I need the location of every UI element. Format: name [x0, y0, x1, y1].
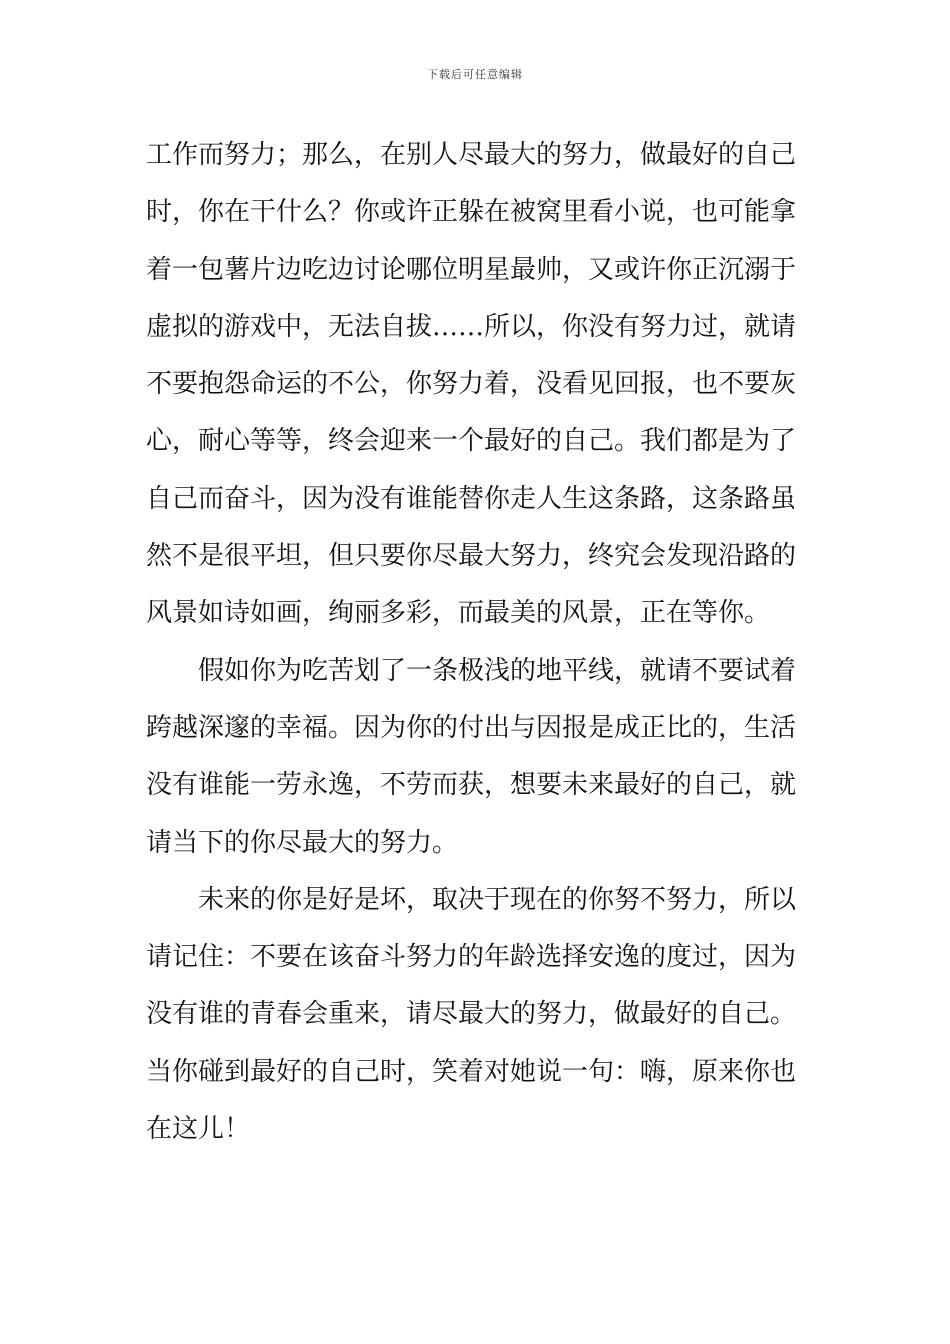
text-line: 风景如诗如画，绚丽多彩，而最美的风景，正在等你。 — [146, 598, 771, 629]
page-header: 下载后可任意编辑 — [427, 68, 523, 81]
text-line: 请记住：不要在该奋斗努力的年龄选择安逸的度过，因为 — [146, 942, 797, 973]
text-line: 不要抱怨命运的不公，你努力着，没看见回报，也不要灰 — [146, 369, 797, 400]
text-line: 着一包薯片边吃边讨论哪位明星最帅，又或许你正沉溺于 — [146, 254, 797, 285]
text-line: 没有谁能一劳永逸，不劳而获，想要未来最好的自己，就 — [146, 770, 797, 801]
text-line: 假如你为吃苦划了一条极浅的地平线，就请不要试着 — [146, 655, 797, 686]
text-line: 虚拟的游戏中，无法自拔……所以，你没有努力过，就请 — [146, 311, 797, 342]
document-body — [146, 127, 806, 1158]
text-line: 没有谁的青春会重来，请尽最大的努力，做最好的自己。 — [146, 999, 797, 1030]
text-line: 未来的你是好是坏，取决于现在的你努不努力，所以 — [146, 884, 797, 915]
text-line: 工作而努力；那么，在别人尽最大的努力，做最好的自己 — [146, 140, 797, 170]
text-line: 请当下的你尽最大的努力。 — [146, 827, 459, 858]
text-line: 在这儿！ — [146, 1114, 251, 1145]
text-line: 当你碰到最好的自己时，笑着对她说一句：嗨，原来你也 — [146, 1056, 797, 1087]
text-line: 自己而奋斗，因为没有谁能替你走人生这条路，这条路虽 — [146, 483, 797, 514]
text-line: 时，你在干什么？你或许正躲在被窝里看小说，也可能拿 — [146, 197, 797, 228]
text-line: 然不是很平坦，但只要你尽最大努力，终究会发现沿路的 — [146, 541, 797, 572]
text-line: 心，耐心等等，终会迎来一个最好的自己。我们都是为了 — [146, 426, 797, 457]
text-line: 跨越深邃的幸福。因为你的付出与因报是成正比的，生活 — [146, 712, 797, 743]
